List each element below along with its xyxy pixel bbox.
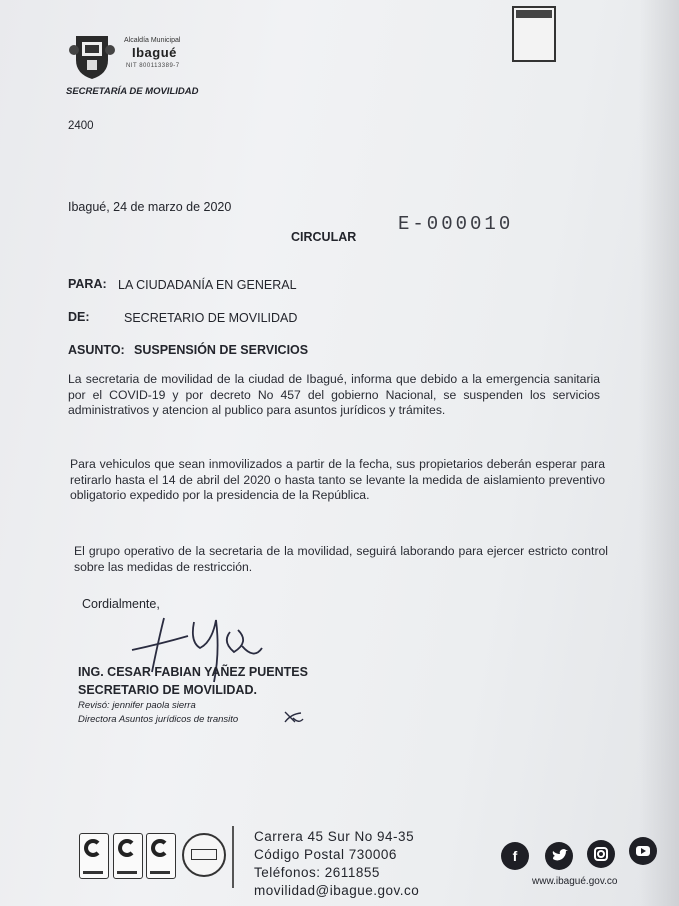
subject-label: ASUNTO: (68, 343, 125, 357)
reviewed-by: Revisó: jennifer paola sierra (78, 700, 196, 711)
place-date: Ibagué, 24 de marzo de 2020 (68, 200, 232, 214)
document-number: E-000010 (398, 213, 514, 235)
body-paragraph-1: La secretaria de movilidad de la ciudad de Ibagué, informa que debido a la emergencia sanitaria por el COVID-19 y por decreto No 457 del gobierno Nacional, se suspenden los servicios administrativos y atencion al publico para asuntos jurídicos y trámites. (68, 372, 600, 417)
crest-icon (68, 30, 116, 80)
signer-title: SECRETARIO DE MOVILIDAD. (78, 683, 257, 697)
body-paragraph-3: El grupo operativo de la secretaria de la movilidad, seguirá laborando para ejercer estricto control sobre las medidas de restricción. (74, 544, 608, 574)
to-value: LA CIUDADANÍA EN GENERAL (118, 278, 297, 292)
handwritten-signature (130, 612, 280, 692)
closing: Cordialmente, (82, 597, 160, 611)
municipal-logo (68, 30, 208, 82)
receipt-stamp-box (512, 6, 556, 62)
certification-badge-icon (113, 833, 143, 879)
reviewer-title: Directora Asuntos jurídicos de transito (78, 714, 239, 725)
initials-mark (283, 710, 305, 726)
quality-seal-icon (182, 833, 226, 877)
from-label: DE: (68, 310, 90, 324)
certification-badge-icon (79, 833, 109, 879)
instagram-icon[interactable] (587, 840, 615, 868)
footer-phone: Teléfonos: 2611855 (254, 865, 380, 880)
facebook-icon[interactable]: f (501, 842, 529, 870)
org-name: Ibagué (132, 45, 177, 60)
footer-address: Carrera 45 Sur No 94-35 (254, 829, 415, 844)
document-type: CIRCULAR (291, 230, 357, 244)
department-code: 2400 (68, 120, 94, 132)
footer-email[interactable]: movilidad@ibague.gov.co (254, 883, 420, 898)
org-small-label: Alcaldía Municipal (124, 37, 181, 44)
signer-name: ING. CESAR FABIAN YAÑEZ PUENTES (78, 665, 308, 679)
certification-badge-icon (146, 833, 176, 879)
footer-website[interactable]: www.ibagué.gov.co (532, 876, 618, 887)
to-label: PARA: (68, 277, 107, 291)
department-name: SECRETARÍA DE MOVILIDAD (66, 86, 199, 97)
footer-postal-code: Código Postal 730006 (254, 847, 397, 862)
body-paragraph-2: Para vehiculos que sean inmovilizados a partir de la fecha, sus propietarios deberán esperar para retirarlo hasta el 14 de abril del 2020 o hasta tanto se levante la medida de aislamiento preventivo obligatorio expedido por la presidencia de la República. (70, 457, 605, 502)
footer-divider (232, 826, 234, 888)
subject-value: SUSPENSIÓN DE SERVICIOS (134, 343, 309, 357)
twitter-icon[interactable] (545, 842, 573, 870)
org-nit: NIT 800113389-7 (126, 63, 180, 69)
from-value: SECRETARIO DE MOVILIDAD (124, 311, 298, 325)
youtube-icon[interactable] (629, 837, 657, 865)
